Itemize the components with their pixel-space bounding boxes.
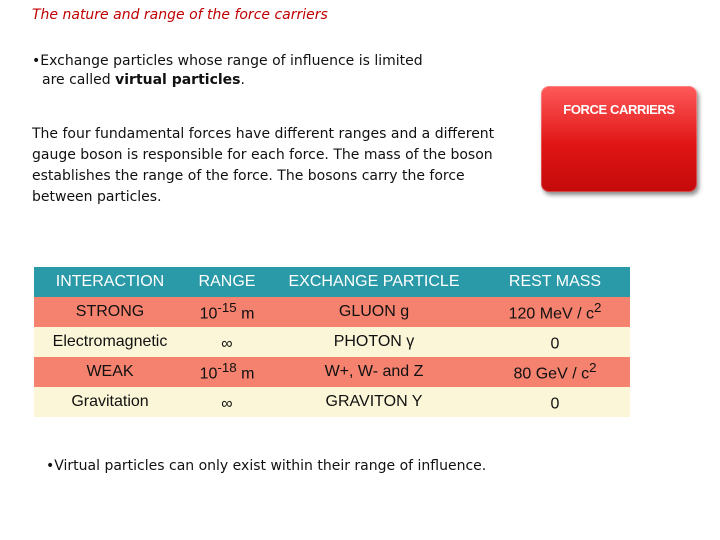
table-row: [34, 357, 630, 387]
mass-base: 80 GeV / c: [513, 365, 590, 383]
table-row: [34, 297, 630, 327]
force-carriers-badge: [541, 86, 697, 192]
cell-range: [186, 327, 268, 357]
table-row: [34, 387, 630, 417]
cell-interaction: STRONG: [34, 297, 186, 327]
cell-interaction: Electromagnetic: [34, 327, 186, 357]
table-header-row: [34, 267, 630, 297]
bullet1-line2: [32, 71, 502, 90]
bullet1-line1: •Exchange particles whose range of influence is limited: [32, 53, 423, 69]
cell-particle: PHOTON γ: [268, 327, 480, 357]
cell-interaction: WEAK: [34, 357, 186, 387]
mass-exponent: 2: [589, 360, 597, 376]
cell-mass: [480, 387, 630, 417]
cell-particle: GRAVITON Y: [268, 387, 480, 417]
cell-mass: [480, 327, 630, 357]
range-base: ∞: [221, 335, 233, 353]
mass-base: 0: [550, 335, 560, 353]
cell-range: [186, 387, 268, 417]
cell-range: [186, 357, 268, 387]
range-unit: m: [236, 365, 255, 383]
cell-range: [186, 297, 268, 327]
range-base: 10: [199, 305, 218, 323]
bullet1-line2-prefix: are called: [42, 72, 116, 88]
header-rest-mass: REST MASS: [480, 267, 630, 297]
force-carriers-table: [34, 267, 630, 417]
cell-mass: [480, 297, 630, 327]
mass-exponent: 2: [593, 300, 602, 316]
bullet1-suffix: .: [240, 72, 245, 88]
header-range: RANGE: [186, 267, 268, 297]
range-unit: m: [236, 305, 255, 323]
mass-base: 0: [550, 395, 560, 413]
bullet-virtual-particles: •Virtual particles can only exist within their range of influence.: [46, 458, 487, 474]
mass-base: 120 MeV / c: [508, 305, 594, 323]
cell-mass: [480, 357, 630, 387]
cell-particle: W+, W- and Z: [268, 357, 480, 387]
range-exponent: -15: [217, 300, 237, 316]
header-interaction: INTERACTION: [34, 267, 186, 297]
slide-title: The nature and range of the force carriers: [32, 7, 328, 23]
forces-paragraph: The four fundamental forces have different ranges and a different gauge boson is responsible for each force. The mass of the boson establishes the range of the force. The bosons carry the force between particles.: [32, 126, 495, 205]
table-row: [34, 327, 630, 357]
virtual-particles-term: virtual particles: [115, 72, 241, 88]
range-exponent: -18: [217, 360, 237, 376]
cell-interaction: Gravitation: [34, 387, 186, 417]
range-base: ∞: [221, 395, 233, 413]
bullet-exchange-particles: [32, 52, 502, 90]
header-exchange-particle: EXCHANGE PARTICLE: [268, 267, 480, 297]
cell-particle: GLUON g: [268, 297, 480, 327]
force-carriers-label: FORCE CARRIERS: [563, 102, 675, 117]
range-base: 10: [199, 365, 218, 383]
